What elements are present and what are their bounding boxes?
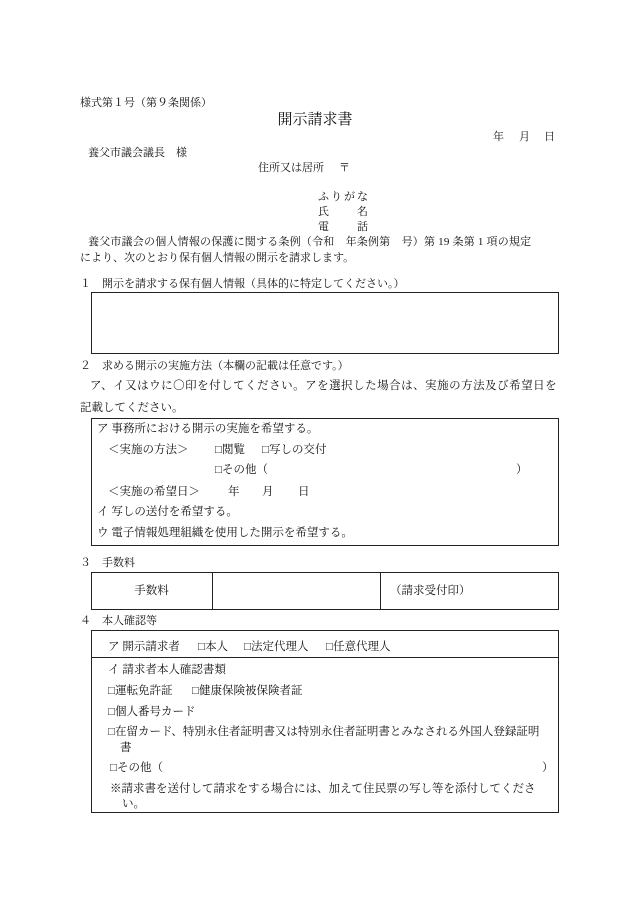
preferred-date-month-label: 月 [262,486,274,498]
section2-heading: ２ 求める開示の実施方法（本欄の記載は任意です。） [80,360,349,372]
method-option-viewing[interactable]: □閲覧 [215,444,245,456]
fee-field[interactable] [213,573,379,609]
method-label: ＜実施の方法＞ [108,444,189,456]
method-other-close-paren: ） [516,464,528,476]
id-doc-other-field[interactable] [168,759,540,775]
receipt-stamp-label: （請求受付印） [390,585,471,597]
id-doc-other-close-paren: ） [542,762,554,774]
id-documents-label: イ 請求者本人確認書類 [108,664,226,676]
intro-line-1: 養父市議会の個人情報の保護に関する条例（令和 年条例第 号）第 19 条第 1 項の規定 [88,236,532,248]
request-date-field[interactable] [460,128,560,146]
section2-instructions-line-2: 記載してください。 [80,402,184,414]
form-number: 様式第１号（第９条関係） [80,97,212,109]
preferred-date-field[interactable] [205,483,315,499]
addressee: 養父市議会議長 様 [88,147,187,159]
id-doc-my-number-card[interactable]: □個人番号カード [108,706,196,718]
section3-heading: ３ 手数料 [80,557,135,569]
method-other-field[interactable] [272,461,514,477]
date-year-label: 年 [493,131,504,143]
section4-heading: ４ 本人確認等 [80,615,157,627]
method-option-other[interactable]: □その他（ [215,464,268,476]
address-field[interactable] [352,159,552,189]
name-label: 氏 名 [318,206,370,218]
option-a-office-disclosure[interactable]: ア 事務所における開示の実施を希望する。 [97,423,319,435]
fee-table-divider-2 [380,572,381,610]
phone-label: 電 話 [318,221,370,233]
form-title: 開示請求書 [277,112,353,128]
name-field[interactable] [378,203,553,219]
requester-type-legal-agent[interactable]: □法定代理人 [244,641,309,653]
id-doc-drivers-license[interactable]: □運転免許証 [108,685,173,697]
option-b-copy-mailing[interactable]: イ 写しの送付を希望する。 [97,506,238,518]
phone-field[interactable] [378,218,553,234]
section2-instructions-line-1: ア、イ又はウに〇印を付してください。アを選択した場合は、実施の方法及び希望日を [90,380,558,392]
id-doc-other[interactable]: □その他（ [110,762,163,774]
postal-mark: 〒 [339,162,350,174]
requester-type-voluntary-agent[interactable]: □任意代理人 [326,641,391,653]
furigana-field[interactable] [378,188,553,204]
furigana-label: ふりがな [318,191,370,203]
requester-type-self[interactable]: □本人 [198,641,228,653]
mailing-note-line-2: い。 [122,798,145,810]
requester-type-label: ア 開示請求者 [108,641,180,653]
id-doc-residence-card[interactable]: □在留カード、特別永住者証明書又は特別永住者証明書とみなされる外国人登録証明 [108,726,540,738]
preferred-date-label: ＜実施の希望日＞ [108,486,200,498]
address-label: 住所又は居所 [258,162,324,174]
section1-heading: １ 開示を請求する保有個人情報（具体的に特定してください。） [80,278,405,290]
method-option-copy-delivery[interactable]: □写しの交付 [262,444,327,456]
intro-line-2: により、次のとおり保有個人情報の開示を請求します。 [80,252,355,264]
preferred-date-day-label: 日 [298,486,310,498]
section4-divider [91,657,559,658]
requested-info-field[interactable] [91,292,559,354]
preferred-date-year-label: 年 [228,486,240,498]
id-doc-residence-card-continued: 書 [120,742,132,754]
id-doc-health-insurance-card[interactable]: □健康保険被保険者証 [192,685,303,697]
option-c-electronic-disclosure[interactable]: ウ 電子情報処理組織を使用した開示を希望する。 [97,527,353,539]
date-month-label: 月 [519,131,530,143]
date-day-label: 日 [544,131,555,143]
fee-label: 手数料 [134,585,169,597]
mailing-note-line-1: ※請求書を送付して請求をする場合には、加えて住民票の写し等を添付してくださ [110,783,536,795]
